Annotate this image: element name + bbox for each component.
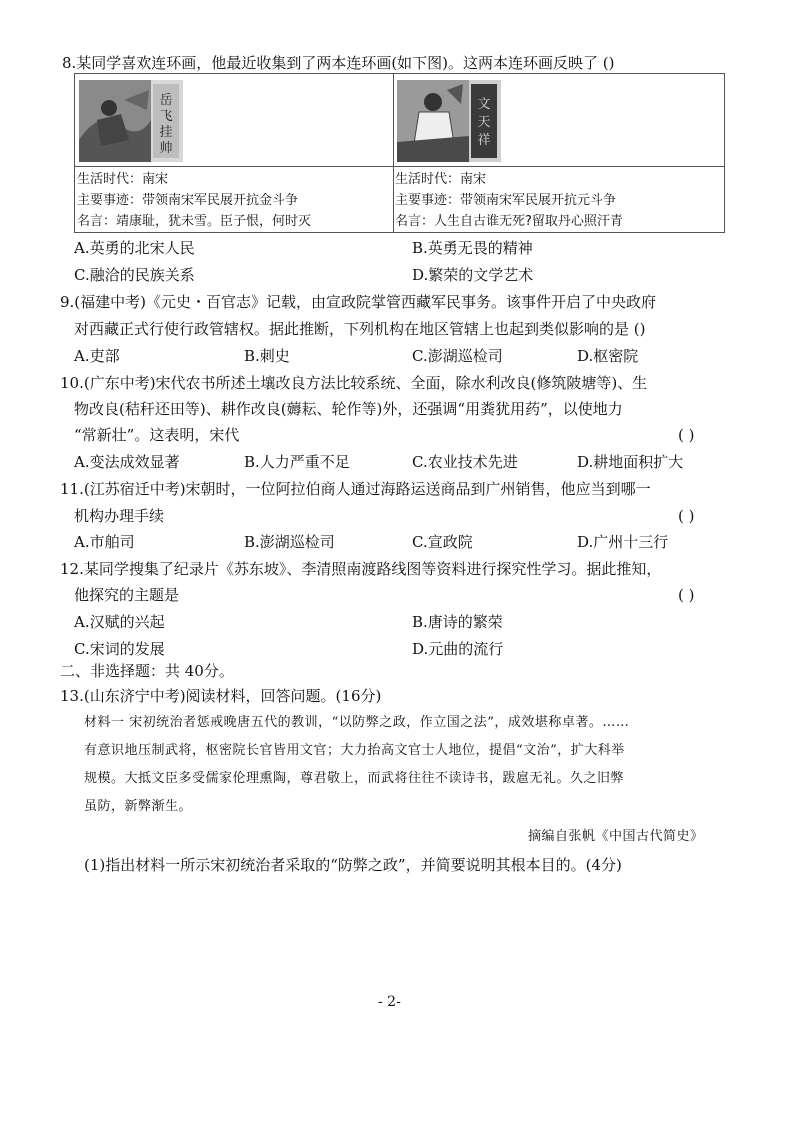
q10-answer-paren: ( ) [678, 426, 695, 444]
material-line: 虽防，新弊渐生。 [84, 799, 193, 814]
q8-option-a: A.英勇的北宋人民 [74, 239, 195, 257]
material-line: 有意识地压制武将，枢密院长官皆用文官；大力抬高文官士人地位，提倡“文治”，扩大科举 [84, 743, 625, 758]
comic-cover-yuefei-image [79, 80, 183, 162]
comic-cover-wentianxiang-image [397, 80, 501, 162]
q12-option-a: A.汉赋的兴起 [74, 613, 165, 631]
svg-text:天: 天 [477, 115, 491, 130]
q12-stem-line2: 他探究的主题是 [74, 586, 180, 604]
section-heading: 二、非选择题：共 40分。 [60, 662, 234, 680]
left-deeds: 主要事迹：带领南宋军民展开抗金斗争 [77, 193, 299, 208]
q10-stem-line3: “常新壮”。这表明，宋代 [74, 426, 240, 444]
q10-stem-line2: 物改良(秸秆还田等)、耕作改良(薅耘、轮作等)外，还强调“用粪犹用药”，以使地力 [74, 400, 623, 418]
table-divider [393, 74, 394, 232]
q13-stem: 13.(山东济宁中考)阅读材料，回答问题。(16分) [60, 687, 382, 705]
q12-answer-paren: ( ) [678, 586, 695, 604]
q9-option-b: B.刺史 [244, 347, 290, 365]
material-line: 规模。大抵文臣多受儒家伦理熏陶，尊君敬上，而武将往往不读诗书，跋扈无礼。久之旧弊 [84, 771, 625, 786]
page-number: - 2- [378, 994, 401, 1010]
left-era: 生活时代：南宋 [77, 172, 169, 187]
q9-stem-line2: 对西藏正式行使行政管辖权。据此推断，下列机构在地区管辖上也起到类似影响的是 () [74, 320, 646, 338]
right-era: 生活时代：南宋 [395, 172, 487, 187]
q9-option-a: A.吏部 [74, 347, 120, 365]
svg-text:挂: 挂 [159, 125, 173, 140]
svg-text:帅: 帅 [159, 141, 173, 156]
q12-option-c: C.宋词的发展 [74, 640, 165, 658]
q11-option-d: D.广州十三行 [577, 533, 669, 551]
material-line: 材料一 宋初统治者惩戒晚唐五代的教训，“以防弊之政，作立国之法”，成效堪称卓著。…… [84, 715, 630, 730]
q13-subquestion-1: (1)指出材料一所示宋初统治者采取的“防弊之政”，并简要说明其根本目的。(4分) [84, 856, 622, 874]
q12-stem-line1: 12.某同学搜集了纪录片《苏东坡》、李清照南渡路线图等资料进行探究性学习。据此推知， [60, 560, 662, 578]
q11-option-c: C.宣政院 [412, 533, 473, 551]
q8-option-c: C.融洽的民族关系 [74, 266, 195, 284]
right-deeds: 主要事迹：带领南宋军民展开抗元斗争 [395, 193, 617, 208]
material-source: 摘编自张帆《中国古代简史》 [528, 829, 704, 844]
q8-option-b: B.英勇无畏的精神 [412, 239, 533, 257]
q10-option-a: A.变法成效显著 [74, 453, 180, 471]
right-quote: 名言：人生自古谁无死?留取丹心照汗青 [395, 214, 623, 229]
q11-stem-line1: 11.(江苏宿迁中考)宋朝时，一位阿拉伯商人通过海路运送商品到广州销售，他应当到哪一 [60, 480, 651, 498]
table-divider [75, 166, 724, 167]
q11-option-a: A.市舶司 [74, 533, 135, 551]
q10-option-b: B.人力严重不足 [244, 453, 350, 471]
left-quote: 名言：靖康耻，犹未雪。臣子恨，何时灭 [77, 214, 312, 229]
q10-option-c: C.农业技术先进 [412, 453, 518, 471]
svg-text:飞: 飞 [159, 109, 173, 124]
svg-text:文: 文 [477, 97, 491, 112]
q9-option-d: D.枢密院 [577, 347, 639, 365]
q8-comic-table [74, 73, 725, 233]
q9-stem-line1: 9.(福建中考)《元史・百官志》记载，由宣政院掌管西藏军民事务。该事件开启了中央政府 [60, 293, 657, 311]
q8-stem: 8.某同学喜欢连环画，他最近收集到了两本连环画(如下图)。这两本连环画反映了 () [62, 54, 615, 72]
q12-option-b: B.唐诗的繁荣 [412, 613, 503, 631]
svg-text:祥: 祥 [477, 133, 491, 148]
q12-option-d: D.元曲的流行 [412, 640, 504, 658]
q9-option-c: C.澎湖巡检司 [412, 347, 503, 365]
svg-text:岳: 岳 [159, 93, 173, 108]
q11-stem-line2: 机构办理手续 [74, 507, 165, 525]
q11-answer-paren: ( ) [678, 507, 695, 525]
q10-stem-line1: 10.(广东中考)宋代农书所述土壤改良方法比较系统、全面，除水利改良(修筑陂塘等)、生 [60, 374, 648, 392]
q8-option-d: D.繁荣的文学艺术 [412, 266, 534, 284]
q10-option-d: D.耕地面积扩大 [577, 453, 684, 471]
q11-option-b: B.澎湖巡检司 [244, 533, 335, 551]
